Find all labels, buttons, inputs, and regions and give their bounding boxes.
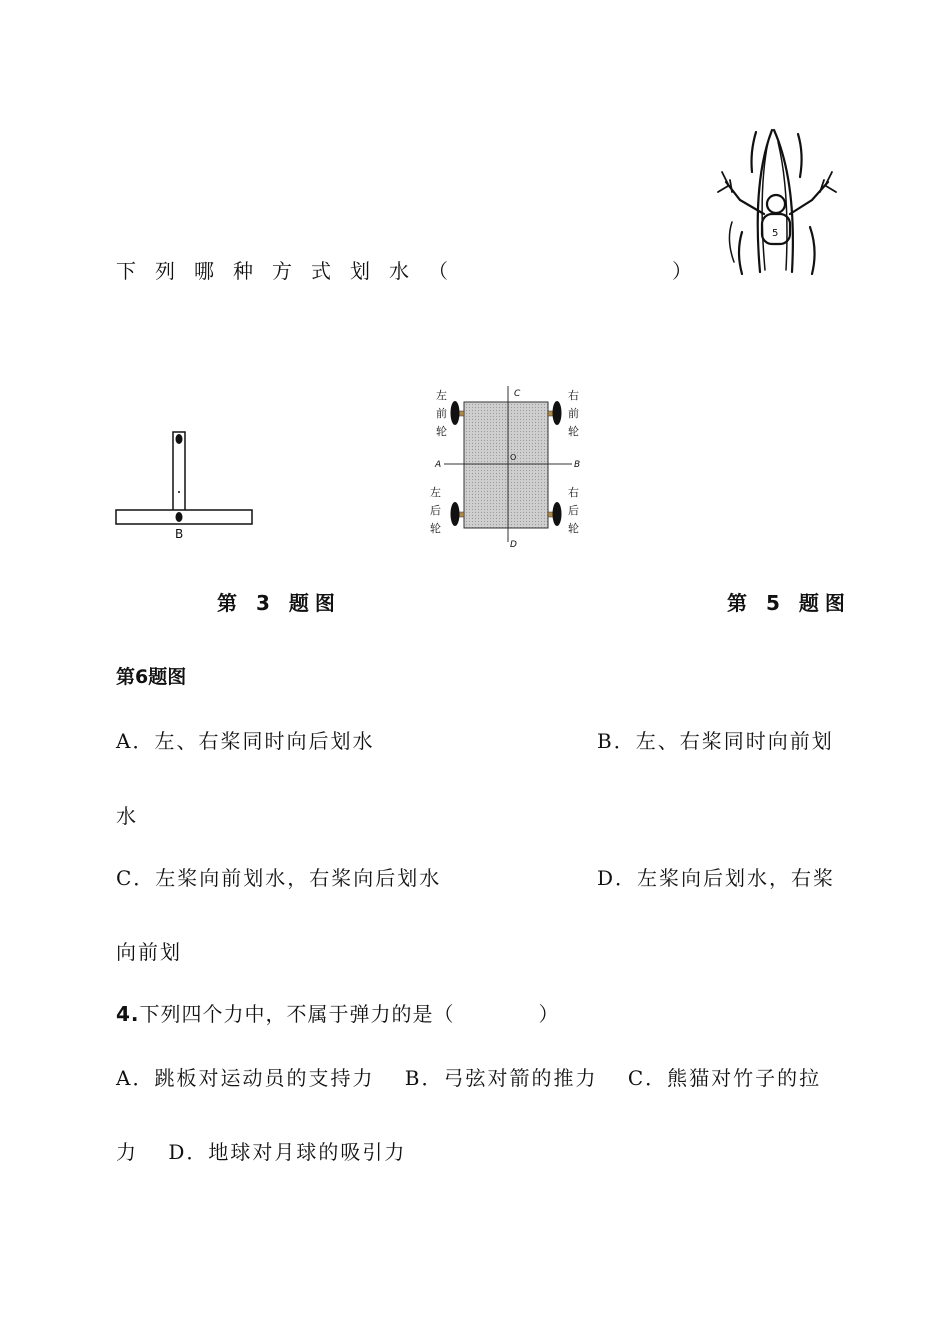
wheel-lf-label-1: 左 [436, 389, 447, 402]
paren-open: （ [428, 259, 467, 283]
wheel-rf-label-1: 右 [568, 389, 579, 402]
wheel-lr-label-1: 左 [430, 486, 441, 499]
axis-d-label: D [510, 540, 517, 550]
axis-b-label: B [574, 460, 581, 470]
wheel-lr-label-2: 后 [430, 504, 441, 517]
figure-6-caption: 第6题图 [116, 666, 187, 688]
question-stem [116, 255, 467, 284]
option-d: D．左桨向后划水，右桨 [597, 866, 836, 890]
figure-5-canoe [712, 122, 840, 277]
paren-close: ） [672, 259, 711, 283]
wheel-rf-label-2: 前 [568, 407, 579, 420]
figure-3-t-bar [112, 428, 258, 548]
axis-c-label: C [514, 389, 521, 399]
vertical-bar [173, 432, 185, 518]
option-d-continued: 向前划 [116, 940, 182, 964]
figure-5-caption: 第 5 题图 [727, 591, 851, 615]
option-a: A．左、右桨同时向后划水 [116, 729, 375, 753]
figure-6-car [420, 382, 595, 550]
wheel-rr-label-3: 轮 [568, 522, 579, 535]
wheel-lf-label-3: 轮 [436, 425, 447, 438]
axis-a-label: A [435, 460, 442, 470]
figure-3-caption: 第 3 题图 [217, 591, 341, 615]
option-b-continued: 水 [116, 804, 138, 828]
wheel-lf-label-2: 前 [436, 407, 447, 420]
label-b: B [175, 527, 184, 541]
horizontal-bar [116, 510, 252, 524]
origin-label: O [510, 453, 517, 462]
option-c: C．左桨向前划水，右桨向后划水 [116, 866, 442, 890]
option-b: B．左、右桨同时向前划 [597, 729, 834, 753]
car-body [464, 402, 548, 528]
question-4-options: A．跳板对运动员的支持力 B．弓弦对箭的推力 C．熊猫对竹子的拉 [116, 1066, 822, 1090]
question-4-number: 4. [116, 1002, 140, 1026]
wheel-left-front [451, 401, 460, 425]
top-pin [176, 434, 183, 444]
pivot-b [176, 512, 183, 522]
wheel-right-rear [553, 502, 562, 526]
wheel-rr-label-1: 右 [568, 486, 579, 499]
question-4-options-continued: 力 D．地球对月球的吸引力 [116, 1140, 407, 1164]
wheel-left-rear [451, 502, 460, 526]
wheel-rr-label-2: 后 [568, 504, 579, 517]
question-4-text: 下列四个力中，不属于弹力的是（ ） [139, 1002, 560, 1026]
question-stem-text: 下列哪种方式划水 [116, 259, 428, 283]
wheel-rf-label-3: 轮 [568, 425, 579, 438]
boat-number: 5 [772, 228, 779, 239]
question-4-stem [116, 998, 560, 1027]
wheel-lr-label-3: 轮 [430, 522, 441, 535]
wheel-right-front [553, 401, 562, 425]
